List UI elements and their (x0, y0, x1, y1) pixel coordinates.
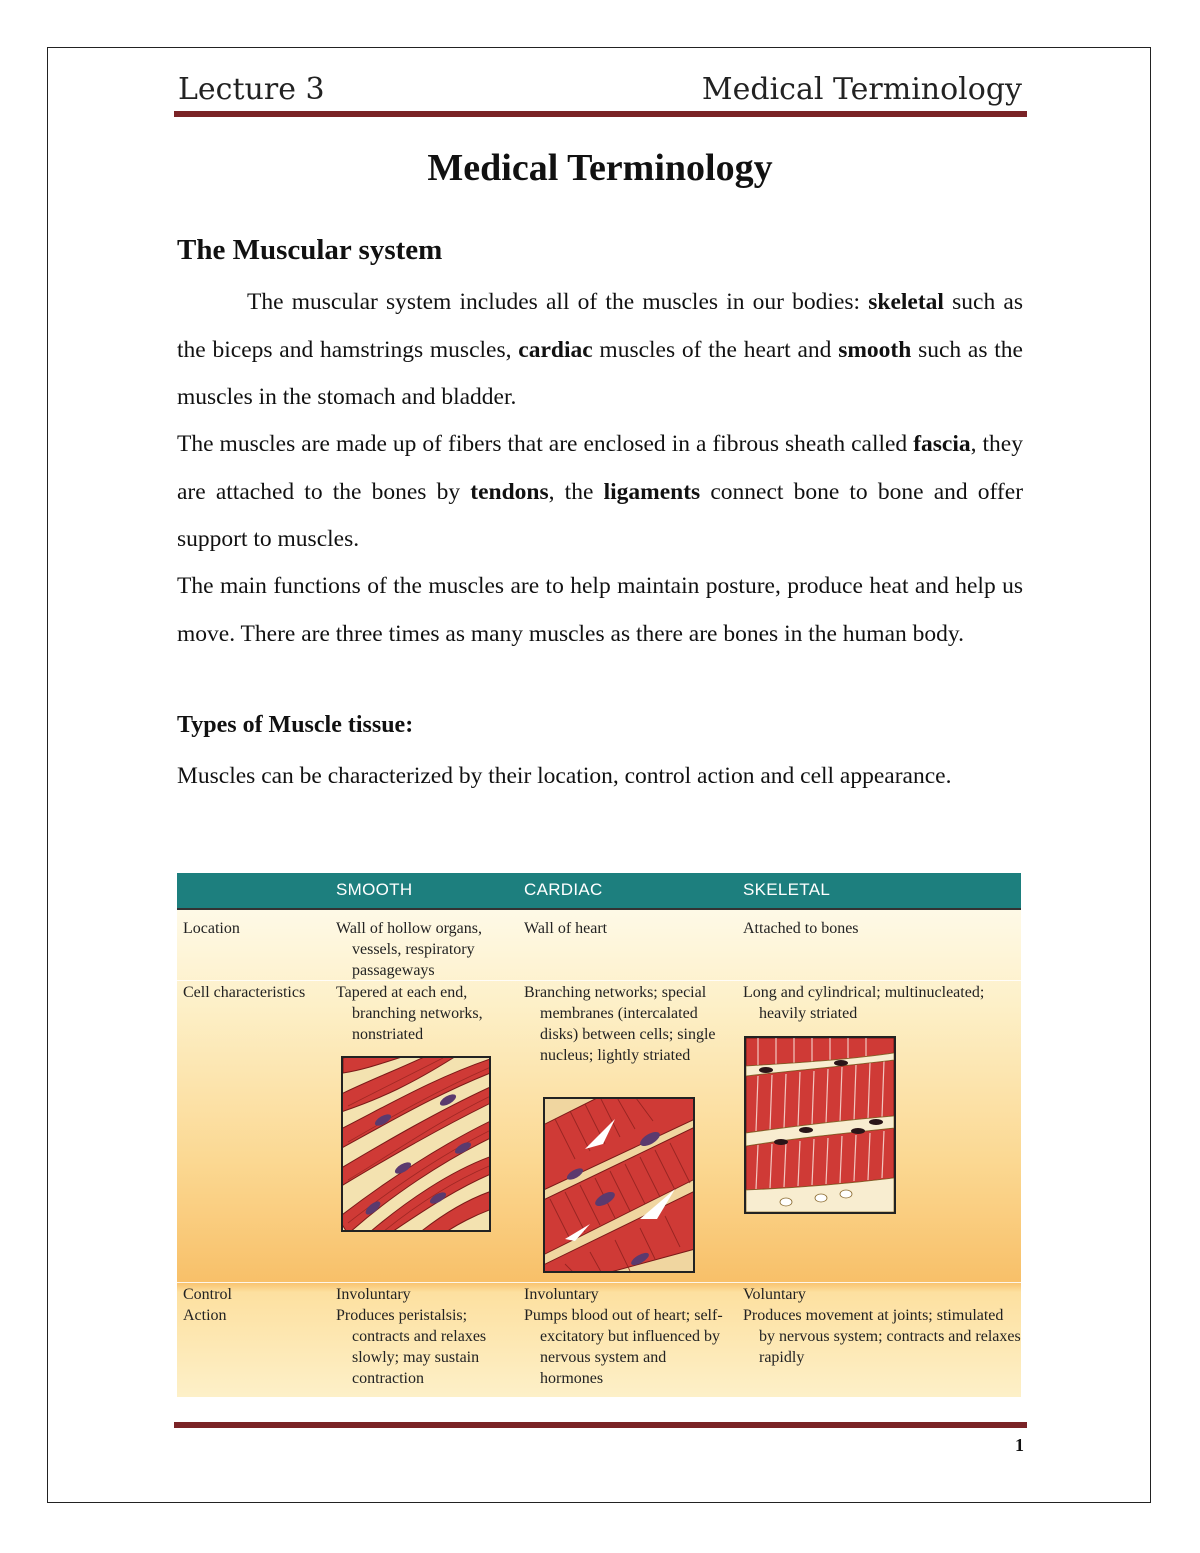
row-divider (177, 980, 1021, 981)
cell-text: Long and cylindrical; multinucleated; heavily striated (743, 984, 985, 1022)
text-run: muscles of the heart and (592, 336, 839, 363)
paragraph-muscular-system (177, 279, 1023, 422)
term-cardiac: cardiac (518, 336, 593, 363)
text-run: , the (548, 478, 604, 505)
muscle-tissue-table (177, 873, 1021, 1397)
text-run: such as the biceps and hamstrings muscles, (177, 289, 1023, 363)
term-tendons: tendons (470, 478, 549, 505)
column-skeletal: SKELETAL (743, 880, 831, 899)
cell-text: Wall of hollow organs, vessels, respiratory passageways (336, 920, 482, 979)
control-type: Involuntary (524, 1286, 599, 1303)
footer-rule (174, 1422, 1027, 1428)
cell-text: Produces movement at joints; stimulated by nervous system; contracts and relaxes rapidly (743, 1307, 1021, 1366)
term-ligaments: ligaments (603, 478, 701, 505)
cell-text: Produces peristalsis; contracts and relaxes slowly; may sustain contraction (336, 1307, 487, 1387)
table-header-row (177, 873, 1021, 910)
cell-control-smooth (336, 1284, 506, 1389)
term-skeletal: skeletal (868, 289, 944, 315)
smooth-muscle-illustration (341, 1056, 491, 1232)
header-subject: Medical Terminology (701, 72, 1022, 107)
cell-location-cardiac (524, 918, 724, 939)
cell-location-smooth (336, 918, 506, 981)
cell-text: Wall of heart (524, 920, 608, 937)
text-run: The muscles are made up of fibers that are enclosed in a fibrous sheath called (177, 431, 914, 457)
cell-location-skeletal (743, 918, 1013, 939)
text-run: The muscular system includes all of the muscles in our bodies: (247, 289, 869, 315)
types-heading: Types of Muscle tissue: (177, 712, 414, 738)
term-fascia: fascia (913, 431, 971, 457)
cell-cell-smooth (336, 982, 506, 1045)
cardiac-muscle-illustration (543, 1097, 695, 1273)
paragraph-characterized: Muscles can be characterized by their location, control action and cell appearance. (177, 763, 952, 789)
text-run: such as the muscles in the stomach and bladder. (177, 336, 1023, 410)
cell-text: Branching networks; special membranes (intercalated disks) between cells; single nucleus; lightly striated (524, 984, 716, 1064)
column-cardiac: CARDIAC (524, 880, 603, 899)
paragraph-functions: The main functions of the muscles are to help maintain posture, produce heat and help us move. There are three times as many muscles as there are bones in the human body. (177, 573, 1023, 647)
page-number: 1 (1015, 1435, 1024, 1455)
header-lecture: Lecture 3 (178, 72, 325, 107)
cell-control-cardiac (524, 1284, 724, 1389)
cell-cell-cardiac (524, 982, 724, 1066)
text-run: connect bone to bone and offer support to muscles. (177, 478, 1024, 552)
row-divider (177, 1282, 1021, 1283)
cell-control-skeletal (743, 1284, 1021, 1368)
paragraph-fibers (177, 421, 1023, 564)
page-title: Medical Terminology (427, 147, 773, 189)
cell-text: Attached to bones (743, 920, 859, 937)
cell-text: Tapered at each end, branching networks, nonstriated (336, 984, 483, 1043)
control-type: Voluntary (743, 1286, 806, 1303)
cell-cell-skeletal (743, 982, 1018, 1024)
cell-text: Pumps blood out of heart; self-excitatory but influenced by nervous system and hormones (524, 1307, 723, 1387)
row-label-line: Control (183, 1286, 232, 1303)
row-label-control-action (183, 1284, 232, 1326)
row-label-line: Action (183, 1307, 227, 1324)
row-label-location: Location (183, 920, 240, 937)
section-heading: The Muscular system (177, 234, 443, 266)
skeletal-muscle-illustration (744, 1036, 896, 1214)
column-smooth: SMOOTH (336, 880, 413, 899)
text-run: , they are attached to the bones by (177, 431, 1023, 505)
row-label-cell: Cell characteristics (183, 984, 306, 1001)
header-rule (174, 111, 1027, 117)
control-type: Involuntary (336, 1286, 411, 1303)
term-smooth: smooth (838, 336, 912, 363)
